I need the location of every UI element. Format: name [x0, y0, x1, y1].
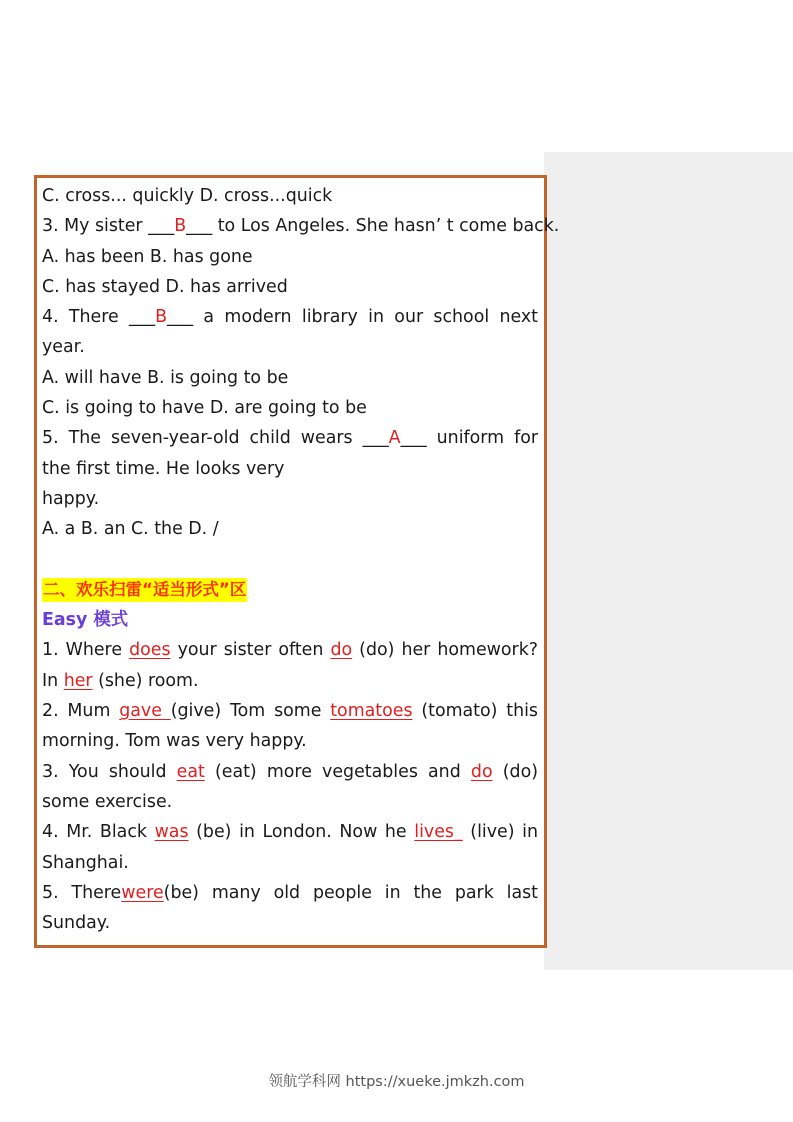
easy-item-1: 1. Where does your sister often do (do) her homework? — [42, 640, 538, 661]
worksheet-content — [42, 181, 560, 938]
easy-item-4-cont: Shanghai. — [42, 852, 129, 873]
section-heading-row — [42, 575, 538, 605]
easy-item-4: 4. Mr. Black was (be) in London. Now he lives_ (live) in — [42, 822, 538, 843]
section-heading: 二、欢乐扫雷“适当形式”区 — [42, 578, 247, 602]
q4-options-1: A. will have B. is going to be — [42, 367, 289, 388]
answer-e1c: her — [63, 670, 93, 691]
question-4: 4. There ___B___ a modern library in our school next — [42, 307, 538, 328]
q5-continuation-2: happy. — [42, 488, 100, 509]
q4-continuation: year. — [42, 337, 85, 358]
side-panel — [544, 152, 793, 970]
easy-item-2: 2. Mum gave (give) Tom some tomatoes (tomato) this — [42, 701, 538, 722]
page-footer: 领航学科网 https://xueke.jmkzh.com — [268, 1074, 525, 1090]
answer-e4b: lives_ — [414, 822, 463, 843]
easy-item-2-cont: morning. Tom was very happy. — [42, 731, 307, 752]
answer-e2a: gave — [119, 701, 171, 722]
question-5: 5. The seven-year-old child wears ___A___ uniform for — [42, 428, 538, 449]
answer-e4a: was — [154, 822, 189, 843]
easy-item-5-cont: Sunday. — [42, 913, 111, 934]
easy-item-3-cont: some exercise. — [42, 791, 173, 812]
q3-options-2: C. has stayed D. has arrived — [42, 276, 288, 297]
answer-q5: A — [388, 428, 401, 449]
q4-options-2: C. is going to have D. are going to be — [42, 398, 367, 419]
q5-options: A. a B. an C. the D. / — [42, 519, 219, 540]
answer-e3a: eat — [176, 761, 205, 782]
easy-item-1-cont: In her (she) room. — [42, 670, 199, 691]
answer-e3b: do — [470, 761, 493, 782]
answer-e5a: were — [121, 882, 164, 903]
answer-q4: B — [155, 307, 168, 328]
question-3: 3. My sister ___B___ to Los Angeles. She hasn’ t come back. — [42, 216, 560, 237]
mode-label: Easy 模式 — [42, 610, 129, 631]
prev-question-options: C. cross... quickly D. cross...quick — [42, 186, 333, 206]
answer-e2b: tomatoes — [330, 701, 413, 722]
easy-item-3: 3. You should eat (eat) more vegetables and do (do) — [42, 761, 538, 782]
answer-e1a: does — [129, 640, 171, 661]
q5-continuation-1: the first time. He looks very — [42, 458, 285, 479]
q3-options-1: A. has been B. has gone — [42, 246, 253, 267]
easy-item-5: 5. Therewere(be) many old people in the park last — [42, 882, 538, 903]
spacer — [42, 545, 538, 575]
answer-e1b: do — [330, 640, 353, 661]
answer-q3: B — [174, 216, 187, 237]
